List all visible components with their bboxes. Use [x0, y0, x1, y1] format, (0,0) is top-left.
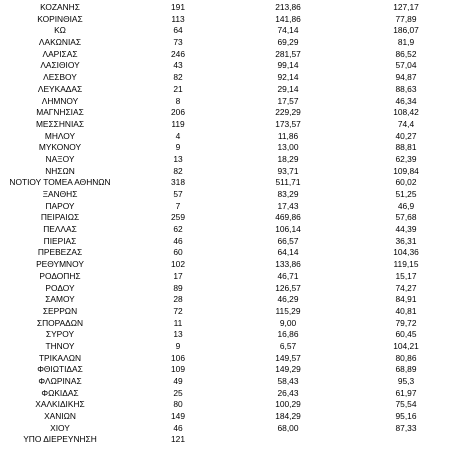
cell-rate: 29,14 [277, 83, 299, 94]
cell-rate: 281,57 [275, 48, 301, 59]
cell-value: 75,54 [395, 399, 417, 410]
cell-region-name: ΦΛΩΡΙΝΑΣ [38, 376, 82, 386]
cell-cases: 82 [173, 72, 183, 83]
cell-region-name: ΚΩ [54, 25, 66, 36]
cell-value: 46,9 [397, 200, 415, 211]
table-row [0, 177, 452, 189]
cell-value: 57,04 [395, 60, 417, 71]
cell-value: 40,27 [395, 130, 417, 141]
cell-value: 79,72 [395, 317, 417, 328]
cell-rate: 229,29 [275, 107, 301, 118]
cell-region-name: ΣΥΡΟΥ [45, 329, 75, 340]
cell-region-name: ΠΕΛΛΑΣ [43, 224, 77, 235]
table-row [0, 224, 452, 236]
cell-region-name: ΛΑΣΙΘΙΟΥ [40, 60, 80, 71]
cell-value: 62,39 [395, 153, 417, 164]
cell-value: 109,84 [393, 165, 419, 176]
table-row [0, 154, 452, 166]
cell-cases: 17 [173, 270, 183, 281]
cell-region-name: ΛΑΡΙΣΑΣ [42, 48, 78, 59]
table-row [0, 107, 452, 119]
cell-rate: 141,86 [275, 13, 301, 24]
cell-value: 74,27 [395, 282, 417, 293]
cell-cases: 72 [173, 305, 183, 316]
cell-cases: 80 [173, 399, 183, 410]
cell-rate: 64,14 [277, 247, 299, 258]
cell-rate: 6,57 [279, 340, 297, 351]
cell-region-name: ΚΟΡΙΝΘΙΑΣ [37, 13, 83, 24]
cell-value: 68,89 [395, 364, 417, 375]
cell-value: 127,17 [393, 2, 419, 12]
cell-rate: 9,00 [279, 317, 297, 328]
cell-region-name: ΠΙΕΡΙΑΣ [43, 235, 77, 246]
cell-cases: 246 [171, 48, 185, 59]
table-row [0, 212, 452, 224]
cell-rate: 46,29 [277, 294, 299, 305]
data-table [0, 2, 452, 457]
cell-rate: 16,86 [277, 329, 299, 340]
table-row [0, 142, 452, 154]
cell-rate: 18,29 [277, 153, 299, 164]
cell-rate: 66,57 [277, 235, 299, 246]
table-row [0, 388, 452, 400]
cell-region-name: ΡΕΘΥΜΝΟΥ [36, 259, 84, 270]
cell-cases: 9 [175, 142, 181, 153]
cell-region-name: ΣΕΡΡΩΝ [42, 305, 78, 316]
cell-value: 40,81 [395, 305, 417, 316]
cell-value: 88,63 [395, 83, 417, 94]
cell-rate: 46,71 [277, 270, 299, 281]
cell-value: 88,81 [395, 142, 417, 153]
cell-cases: 109 [171, 364, 185, 375]
cell-rate: 92,14 [277, 72, 299, 83]
cell-cases: 106 [171, 352, 185, 363]
cell-region-name: ΠΑΡΟΥ [45, 200, 75, 211]
table-row [0, 247, 452, 259]
cell-cases: 9 [175, 340, 181, 351]
cell-cases: 89 [173, 282, 183, 293]
cell-value: 81,9 [397, 37, 415, 48]
table-row [0, 60, 452, 72]
cell-region-name: ΤΗΝΟΥ [45, 340, 75, 351]
cell-rate: 69,29 [277, 37, 299, 48]
table-row [0, 84, 452, 96]
cell-value: 104,21 [393, 340, 419, 351]
cell-cases: 64 [173, 25, 183, 36]
table-row [0, 37, 452, 49]
cell-rate: 68,00 [277, 422, 299, 433]
cell-region-name: ΜΗΛΟΥ [44, 130, 76, 141]
cell-rate: 13,00 [277, 142, 299, 153]
cell-cases: 43 [173, 60, 183, 71]
cell-cases: 4 [175, 130, 181, 141]
table-row [0, 25, 452, 37]
cell-rate: 11,86 [277, 130, 299, 141]
cell-region-name: ΜΥΚΟΝΟΥ [38, 142, 82, 153]
cell-cases: 49 [173, 376, 183, 386]
cell-region-name: ΥΠΟ ΔΙΕΡΕΥΝΗΣΗ [23, 434, 97, 445]
cell-value: 86,52 [395, 48, 417, 59]
cell-cases: 57 [173, 189, 183, 199]
cell-cases: 28 [173, 294, 183, 305]
table-row [0, 306, 452, 318]
cell-rate: 74,14 [277, 25, 299, 36]
cell-region-name: ΛΑΚΩΝΙΑΣ [38, 37, 82, 48]
cell-cases: 191 [171, 2, 185, 12]
cell-cases: 149 [171, 411, 185, 422]
cell-value: 94,87 [395, 72, 417, 83]
cell-value: 95,16 [395, 411, 417, 422]
cell-region-name: ΡΟΔΟΥ [45, 282, 75, 293]
cell-cases: 113 [171, 13, 185, 24]
cell-cases: 206 [171, 107, 185, 118]
table-row [0, 341, 452, 353]
cell-value: 95,3 [397, 376, 415, 386]
table-row [0, 364, 452, 376]
cell-rate: 17,43 [277, 200, 299, 211]
cell-cases: 73 [173, 37, 183, 48]
cell-value: 74,4 [397, 118, 415, 129]
cell-region-name: ΜΑΓΝΗΣΙΑΣ [36, 107, 84, 118]
cell-value: 46,34 [395, 95, 417, 106]
cell-cases: 82 [173, 165, 183, 176]
cell-rate: 83,29 [277, 189, 299, 199]
cell-cases: 7 [175, 200, 181, 211]
cell-value: 186,07 [393, 25, 419, 36]
table-row [0, 131, 452, 143]
cell-rate: 93,71 [277, 165, 299, 176]
table-row [0, 411, 452, 423]
cell-region-name: ΧΑΝΙΩΝ [44, 411, 76, 422]
cell-cases: 21 [173, 83, 183, 94]
table-row [0, 96, 452, 108]
cell-cases: 25 [173, 387, 183, 398]
cell-value: 60,02 [395, 177, 417, 188]
cell-rate: 184,29 [275, 411, 301, 422]
cell-value: 51,25 [395, 189, 417, 199]
cell-region-name: ΣΑΜΟΥ [45, 294, 75, 305]
cell-region-name: ΝΗΣΩΝ [45, 165, 75, 176]
cell-value: 36,31 [395, 235, 417, 246]
cell-cases: 13 [173, 329, 183, 340]
cell-region-name: ΛΕΥΚΑΔΑΣ [37, 83, 83, 94]
cell-value: 108,42 [393, 107, 419, 118]
cell-value: 87,33 [395, 422, 417, 433]
cell-value: 77,89 [395, 13, 417, 24]
cell-rate: 106,14 [275, 224, 301, 235]
cell-value: 80,86 [395, 352, 417, 363]
cell-rate: 511,71 [275, 177, 301, 188]
cell-rate: 126,57 [275, 282, 301, 293]
cell-cases: 259 [171, 212, 185, 223]
table-row [0, 399, 452, 411]
table-row [0, 423, 452, 435]
cell-rate: 115,29 [275, 305, 301, 316]
cell-cases: 119 [171, 118, 185, 129]
cell-value: 84,91 [395, 294, 417, 305]
table-row [0, 14, 452, 26]
cell-rate: 58,43 [277, 376, 299, 386]
cell-region-name: ΤΡΙΚΑΛΩΝ [38, 352, 82, 363]
cell-cases: 60 [173, 247, 183, 258]
cell-region-name: ΝΑΞΟΥ [45, 153, 75, 164]
cell-rate: 173,57 [275, 118, 301, 129]
table-row [0, 259, 452, 271]
table-row [0, 434, 452, 446]
cell-rate: 149,57 [275, 352, 301, 363]
cell-rate: 100,29 [275, 399, 301, 410]
table-row [0, 376, 452, 388]
table-row [0, 201, 452, 213]
cell-cases: 11 [173, 317, 183, 328]
table-row [0, 329, 452, 341]
cell-region-name: ΝΟΤΙΟΥ ΤΟΜΕΑ ΑΘΗΝΩΝ [9, 177, 111, 188]
cell-region-name: ΣΠΟΡΑΔΩΝ [36, 317, 84, 328]
cell-rate: 99,14 [277, 60, 299, 71]
cell-region-name: ΞΑΝΘΗΣ [42, 189, 78, 199]
table-row [0, 72, 452, 84]
cell-cases: 121 [171, 434, 185, 445]
cell-rate: 133,86 [275, 259, 301, 270]
cell-cases: 62 [173, 224, 183, 235]
cell-value: 119,15 [393, 259, 419, 270]
cell-cases: 46 [173, 235, 183, 246]
cell-value: 104,36 [393, 247, 419, 258]
cell-region-name: ΦΩΚΙΔΑΣ [41, 387, 79, 398]
table-row [0, 318, 452, 330]
table-row [0, 119, 452, 131]
cell-value: 15,17 [395, 270, 417, 281]
cell-rate: 149,29 [275, 364, 301, 375]
table-row [0, 189, 452, 201]
cell-region-name: ΧΙΟΥ [50, 422, 70, 433]
cell-rate: 469,86 [275, 212, 301, 223]
cell-cases: 318 [171, 177, 185, 188]
table-row [0, 283, 452, 295]
cell-region-name: ΜΕΣΣΗΝΙΑΣ [35, 118, 85, 129]
table-row [0, 353, 452, 365]
cell-region-name: ΛΕΣΒΟΥ [43, 72, 77, 83]
cell-value: 60,45 [395, 329, 417, 340]
cell-value: 61,97 [395, 387, 417, 398]
cell-region-name: ΚΟΖΑΝΗΣ [40, 2, 80, 12]
cell-rate: 26,43 [277, 387, 299, 398]
cell-cases: 46 [173, 422, 183, 433]
cell-rate: 17,57 [277, 95, 299, 106]
cell-region-name: ΧΑΛΚΙΔΙΚΗΣ [35, 399, 85, 410]
table-row [0, 2, 452, 14]
cell-cases: 8 [175, 95, 181, 106]
cell-value: 44,39 [395, 224, 417, 235]
table-row [0, 166, 452, 178]
cell-region-name: ΠΡΕΒΕΖΑΣ [37, 247, 83, 258]
cell-rate: 213,86 [275, 2, 301, 12]
table-row [0, 294, 452, 306]
cell-region-name: ΡΟΔΟΠΗΣ [39, 270, 81, 281]
cell-cases: 102 [171, 259, 185, 270]
table-row [0, 236, 452, 248]
cell-region-name: ΠΕΙΡΑΙΩΣ [40, 212, 80, 223]
cell-region-name: ΦΘΙΩΤΙΔΑΣ [37, 364, 83, 375]
cell-value: 57,68 [395, 212, 417, 223]
table-row [0, 271, 452, 283]
table-row [0, 49, 452, 61]
cell-region-name: ΛΗΜΝΟΥ [41, 95, 79, 106]
cell-cases: 13 [173, 153, 183, 164]
